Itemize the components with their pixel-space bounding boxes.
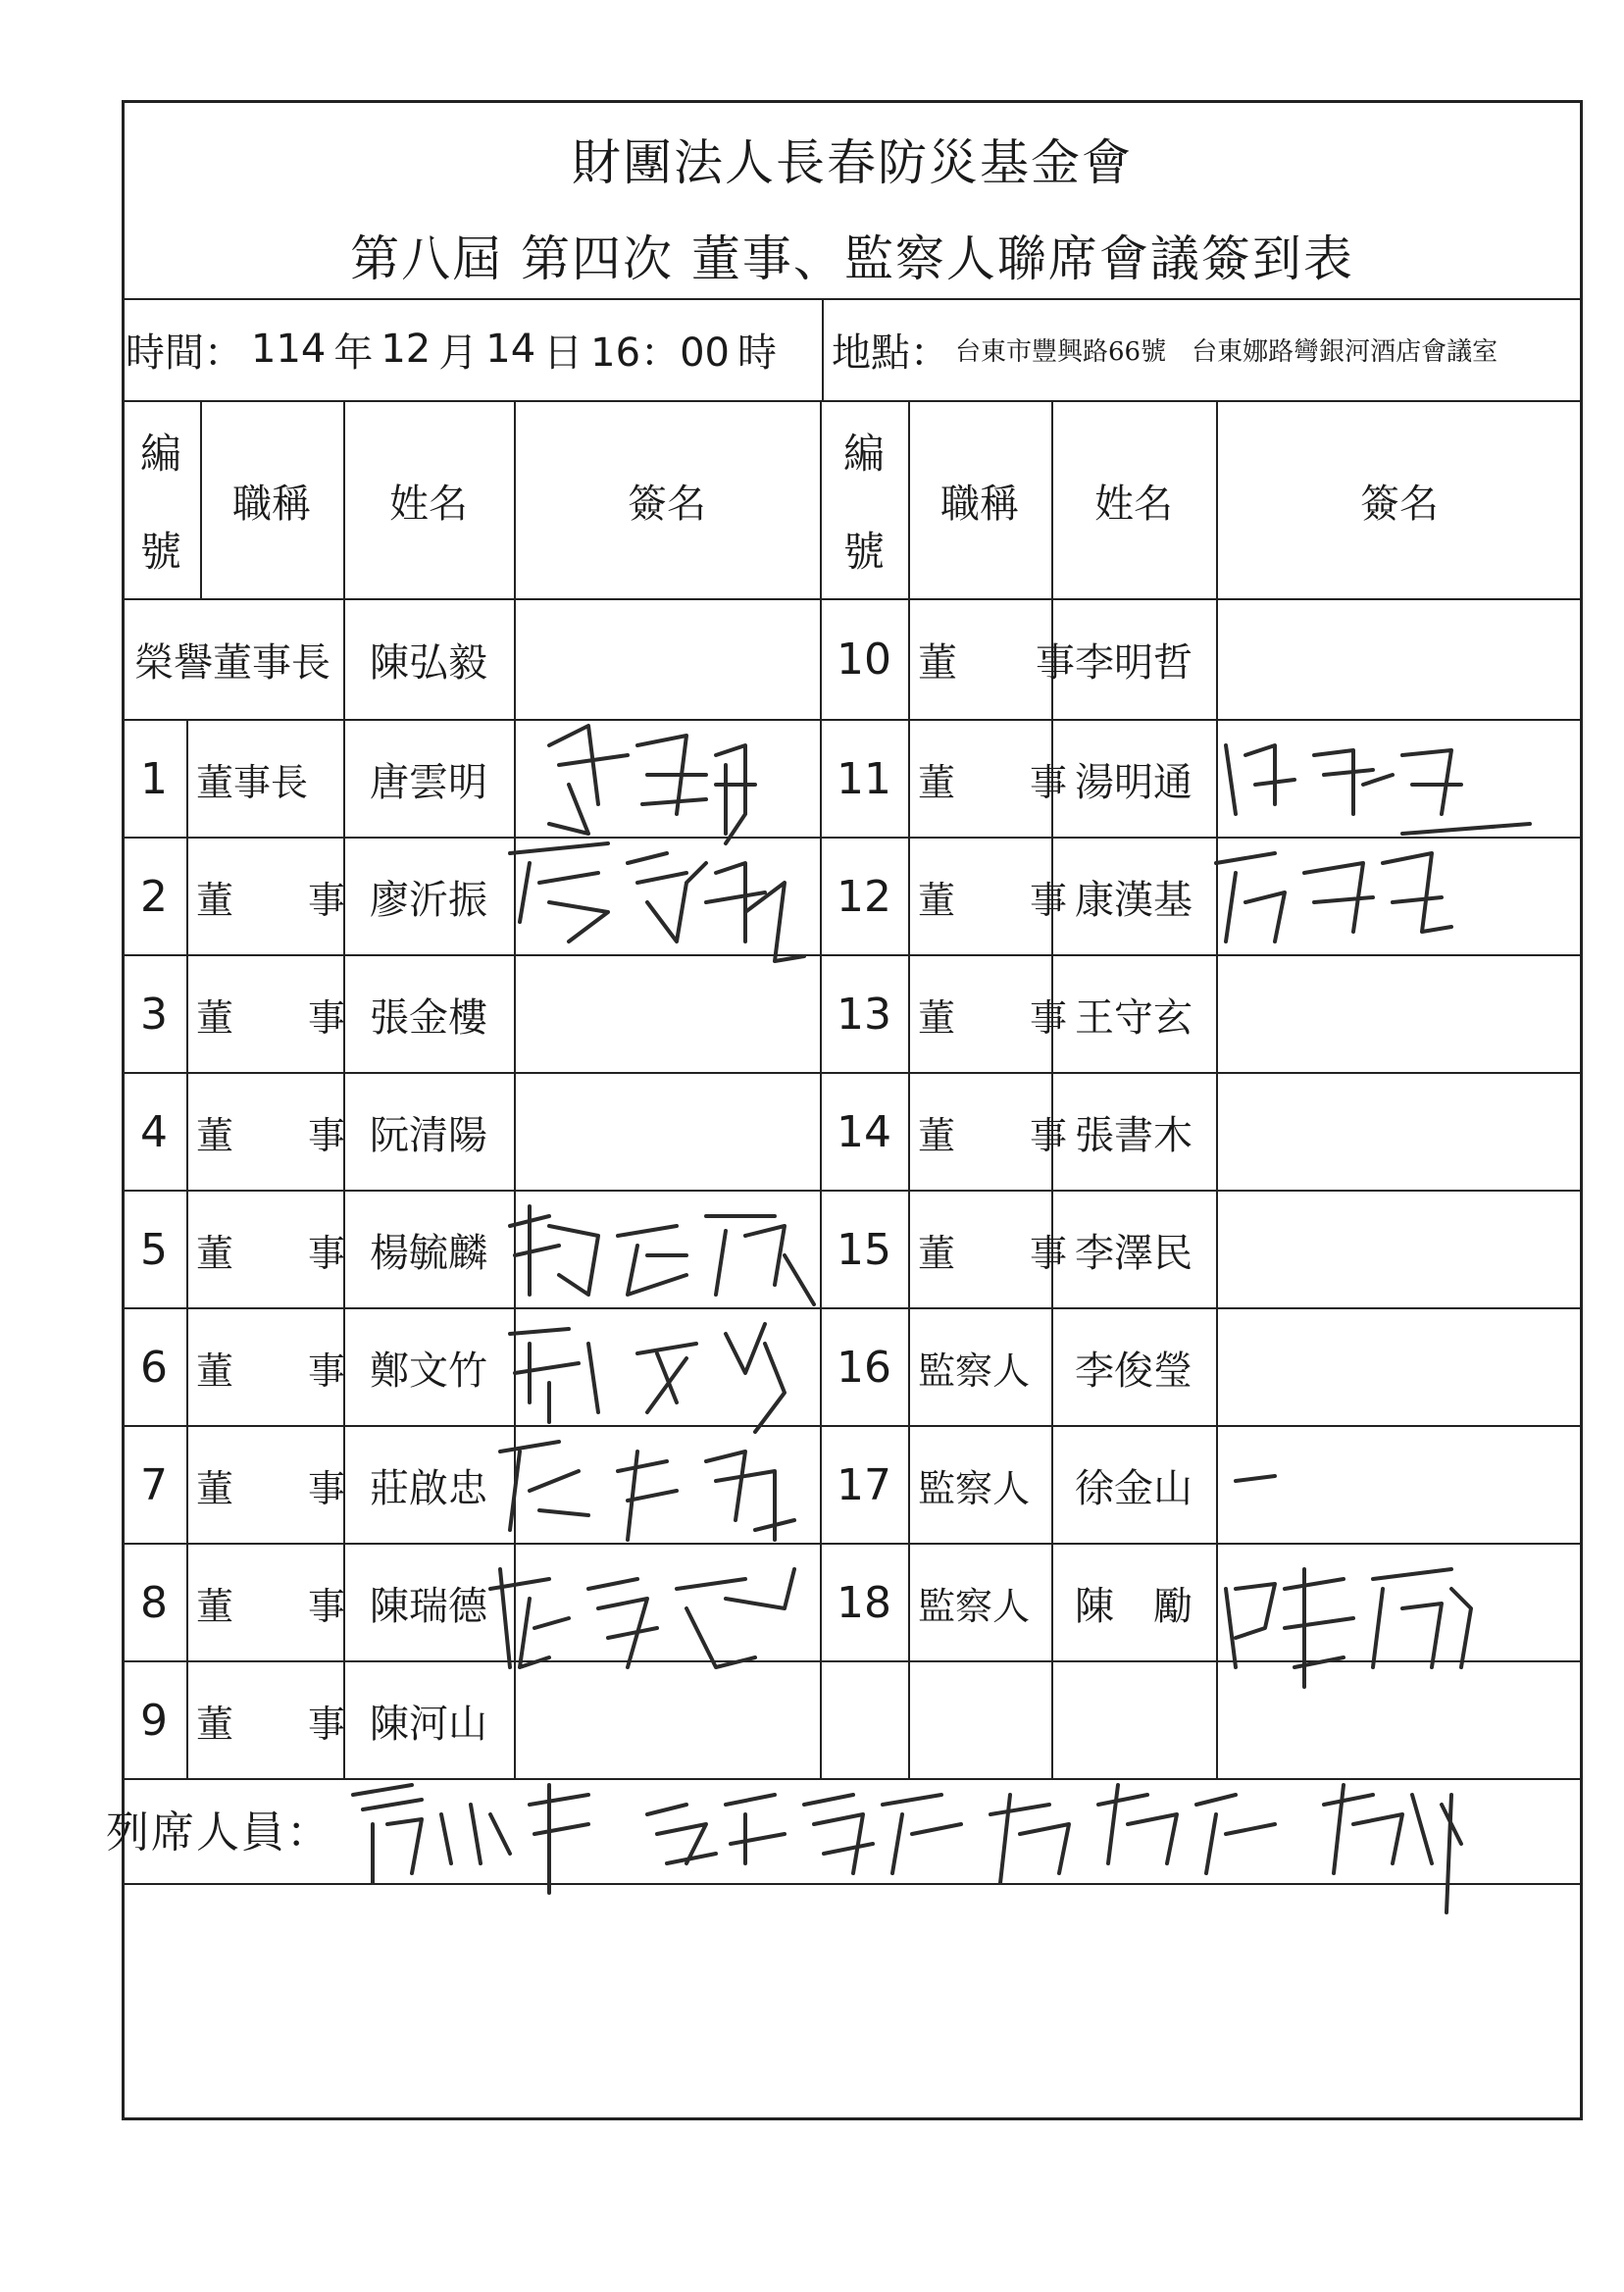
row-title: 監察人 bbox=[918, 1584, 1031, 1628]
row-number: 8 bbox=[140, 1577, 168, 1628]
row-title: 董 事 bbox=[918, 1113, 1068, 1157]
time-day-unit: 日 bbox=[543, 330, 584, 376]
row-number: 16 bbox=[837, 1342, 891, 1393]
row-number: 5 bbox=[140, 1224, 168, 1275]
time-month: 12 bbox=[381, 327, 431, 372]
row-name: 李澤民 bbox=[1075, 1230, 1193, 1276]
row-name: 鄭文竹 bbox=[370, 1348, 487, 1394]
signature-cell bbox=[514, 1309, 820, 1425]
row-name: 康漢基 bbox=[1075, 877, 1193, 923]
row-number: 1 bbox=[140, 753, 168, 804]
row-number: 7 bbox=[140, 1459, 168, 1510]
row-number: 17 bbox=[837, 1459, 891, 1510]
attendees-label: 列席人員： bbox=[106, 1808, 331, 1858]
row-title: 董 事 bbox=[196, 1466, 346, 1510]
time-year-unit: 年 bbox=[333, 330, 374, 376]
row-name: 陳瑞德 bbox=[370, 1583, 487, 1629]
row-number: 10 bbox=[837, 635, 891, 685]
header-number bbox=[820, 402, 908, 598]
row-number: 13 bbox=[837, 989, 891, 1040]
signature-cell bbox=[1216, 721, 1583, 837]
signature-cell bbox=[514, 956, 820, 1072]
header-signature: 簽名 bbox=[628, 481, 706, 527]
signature-cell bbox=[514, 600, 820, 719]
row-number: 2 bbox=[140, 871, 168, 922]
signature-cell bbox=[514, 839, 820, 954]
signature-cell bbox=[1216, 1427, 1583, 1543]
meeting-place bbox=[832, 302, 1583, 396]
row-title: 監察人 bbox=[918, 1349, 1031, 1393]
row-number: 15 bbox=[837, 1224, 891, 1275]
row-title: 董 事 bbox=[196, 1349, 346, 1393]
row-name: 陳河山 bbox=[370, 1701, 487, 1747]
signature-cell bbox=[514, 1662, 820, 1778]
divider bbox=[122, 1883, 1583, 1885]
meeting-title: 第八屆 第四次 董事、監察人聯席會議簽到表 bbox=[350, 230, 1354, 287]
row-title: 董 事 bbox=[196, 878, 346, 922]
row-number: 11 bbox=[837, 753, 891, 804]
time-year: 114 bbox=[251, 327, 327, 372]
row-title: 董 事 bbox=[918, 1231, 1068, 1275]
header-title: 職稱 bbox=[940, 481, 1019, 527]
row-name: 徐金山 bbox=[1075, 1465, 1193, 1511]
row-title: 董 事 bbox=[918, 878, 1068, 922]
time-month-unit: 月 bbox=[438, 330, 479, 376]
row-number: 18 bbox=[837, 1577, 891, 1628]
divider bbox=[122, 298, 1583, 300]
honorary-title: 榮譽董事長 bbox=[134, 640, 330, 686]
signature-cell bbox=[514, 1192, 820, 1307]
row-number: 4 bbox=[140, 1106, 168, 1157]
signature-cell bbox=[514, 1545, 820, 1660]
signature-cell bbox=[1216, 1309, 1583, 1425]
row-number: 14 bbox=[837, 1106, 891, 1157]
header-name: 姓名 bbox=[389, 481, 468, 527]
signature-cell bbox=[514, 721, 820, 837]
signature-cell bbox=[514, 1427, 820, 1543]
signature-cell bbox=[1216, 1074, 1583, 1190]
divider bbox=[822, 298, 824, 400]
row-name: 湯明通 bbox=[1075, 759, 1193, 805]
time-hour: 16：00 bbox=[590, 330, 730, 376]
signature-cell bbox=[1216, 600, 1583, 719]
header-signature: 簽名 bbox=[1360, 481, 1439, 527]
row-title: 監察人 bbox=[918, 1466, 1031, 1510]
row-title: 董 事 bbox=[196, 1231, 346, 1275]
row-title: 董 事 bbox=[918, 995, 1068, 1040]
row-name: 陳 勵 bbox=[1075, 1583, 1193, 1629]
honorary-name: 陳弘毅 bbox=[370, 640, 487, 686]
row-name: 王守玄 bbox=[1075, 994, 1193, 1041]
time-label: 時間： bbox=[126, 330, 243, 376]
header-name: 姓名 bbox=[1094, 481, 1173, 527]
header-number bbox=[122, 402, 200, 598]
row-name: 李俊瑩 bbox=[1075, 1348, 1193, 1394]
row-number: 3 bbox=[140, 989, 168, 1040]
row-name: 莊啟忠 bbox=[370, 1465, 487, 1511]
row-name: 廖沂振 bbox=[370, 877, 487, 923]
row-title: 董 事 bbox=[918, 760, 1068, 804]
row-name: 唐雲明 bbox=[370, 759, 487, 805]
header-number-char1: 編 bbox=[139, 430, 181, 478]
header-title: 職稱 bbox=[232, 481, 311, 527]
place-label: 地點： bbox=[832, 330, 949, 376]
row-title: 董事長 bbox=[196, 760, 309, 804]
meeting-time bbox=[126, 302, 822, 396]
signature-cell bbox=[1216, 1192, 1583, 1307]
row-number: 12 bbox=[837, 871, 891, 922]
row-title: 董 事 bbox=[196, 1584, 346, 1628]
header-number-char2: 號 bbox=[139, 528, 181, 576]
signature-cell bbox=[1216, 839, 1583, 954]
row-name: 阮清陽 bbox=[370, 1112, 487, 1158]
row-number: 9 bbox=[140, 1695, 168, 1746]
header-number-char1: 編 bbox=[842, 430, 885, 478]
row-name: 張金樓 bbox=[370, 994, 487, 1041]
divider bbox=[122, 1778, 1583, 1780]
header-number-char2: 號 bbox=[842, 528, 885, 576]
row-title: 董 事 bbox=[196, 1702, 346, 1746]
signature-cell bbox=[1216, 956, 1583, 1072]
row-title: 董 事 bbox=[196, 995, 346, 1040]
row-title: 董 事 bbox=[918, 640, 1075, 686]
row-name: 楊毓麟 bbox=[370, 1230, 487, 1276]
signature-cell bbox=[514, 1074, 820, 1190]
place-value: 台東市豐興路66號 台東娜路彎銀河酒店會議室 bbox=[955, 336, 1498, 367]
time-day: 14 bbox=[485, 327, 536, 372]
row-name: 張書木 bbox=[1075, 1112, 1193, 1158]
organization-name: 財團法人長春防災基金會 bbox=[572, 134, 1133, 191]
row-number: 6 bbox=[140, 1342, 168, 1393]
row-name: 李明哲 bbox=[1075, 640, 1193, 686]
row-title: 董 事 bbox=[196, 1113, 346, 1157]
signature-cell bbox=[1216, 1545, 1583, 1660]
time-hour-unit: 時 bbox=[736, 330, 777, 376]
